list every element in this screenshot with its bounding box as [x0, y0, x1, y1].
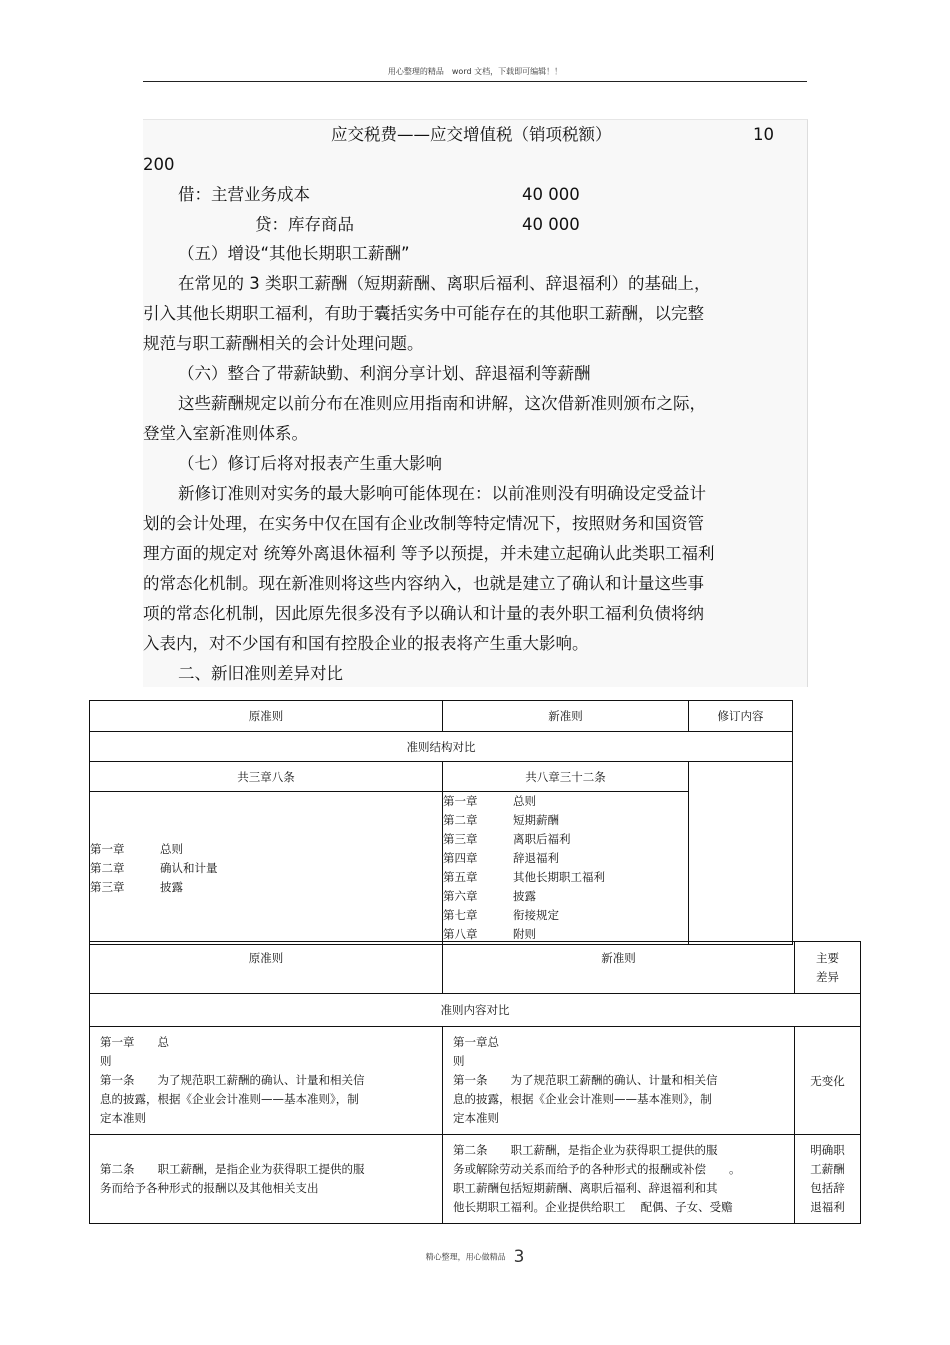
new-chapter-list: [443, 792, 689, 945]
new-chapter-item: 第三章 离职后福利: [443, 832, 571, 846]
row2-new: [443, 1135, 795, 1224]
row1-new-line: 息的披露，根据《企业会计准则——基本准则》，制: [453, 1092, 712, 1106]
header-rule: [143, 81, 807, 82]
journal-credit-amount: 40 000: [522, 215, 580, 234]
col-header-old: 原准则: [90, 701, 443, 732]
row2-diff: [795, 1135, 861, 1224]
row1-old-line: 息的披露，根据《企业会计准则——基本准则》，制: [100, 1092, 359, 1106]
structure-comparison-table: [89, 700, 793, 945]
para-7-line-6: 入表内，对不少国有和国有控股企业的报表将产生重大影响。: [143, 634, 589, 653]
new-chapter-item: 第六章 披露: [443, 889, 536, 903]
content-comparison-table: [89, 941, 861, 1224]
para-5-line-2: 引入其他长期职工福利，有助于囊括实务中可能存在的其他职工薪酬，以完整: [143, 304, 704, 323]
section-2-heading: 二、新旧准则差异对比: [178, 664, 343, 683]
section-row-content: 准则内容对比: [90, 994, 861, 1027]
row1-new-line: 则: [453, 1054, 465, 1068]
heading-5: （五）增设“其他长期职工薪酬”: [178, 244, 410, 263]
new-summary: 共八章三十二条: [443, 762, 689, 792]
section-row-structure: 准则结构对比: [90, 732, 793, 762]
para-5-line-3: 规范与职工薪酬相关的会计处理问题。: [143, 334, 424, 353]
revision-cell: [689, 762, 793, 945]
heading-6: （六）整合了带薪缺勤、利润分享计划、辞退福利等薪酬: [178, 364, 591, 383]
journal-debit-amount: 40 000: [522, 185, 580, 204]
journal-line-1-amount: 10: [753, 125, 774, 144]
row1-new-line: 定本准则: [453, 1111, 499, 1125]
para-7-line-5: 项的常态化机制，因此原先很多没有予以确认和计量的表外职工福利负债将纳: [143, 604, 704, 623]
row2-diff-line: 明确职: [810, 1143, 845, 1157]
row2-old-line: 第二条 职工薪酬，是指企业为获得职工提供的服: [100, 1162, 365, 1176]
new-chapter-item: 第七章 衔接规定: [443, 908, 559, 922]
para-7-line-1: 新修订准则对实务的最大影响可能体现在：以前准则没有明确设定受益计: [178, 484, 706, 503]
row1-old-line: 第一章 总: [100, 1035, 169, 1049]
row2-diff-line: 包括辞: [810, 1181, 845, 1195]
row1-new-line: 第一条 为了规范职工薪酬的确认、计量和相关信: [453, 1073, 718, 1087]
row1-old-line: 定本准则: [100, 1111, 146, 1125]
row2-old-line: 务而给予各种形式的报酬以及其他相关支出: [100, 1181, 319, 1195]
new-chapter-item: 第四章 辞退福利: [443, 851, 559, 865]
journal-line-1: 应交税费——应交增值税（销项税额）: [331, 125, 612, 144]
new-chapter-item: 第一章 总则: [443, 794, 536, 808]
new-chapter-item: 第八章 附则: [443, 927, 536, 941]
row1-old-line: 则: [100, 1054, 112, 1068]
row2-new-line: 职工薪酬包括短期薪酬、离职后福利、辞退福利和其: [453, 1181, 718, 1195]
old-chapter-item: 第二章 确认和计量: [90, 860, 218, 875]
para-7-line-3: 理方面的规定对 统筹外离退休福利 等予以预提，并未建立起确认此类职工福利: [143, 544, 715, 563]
old-chapter-list: [90, 792, 443, 945]
old-chapter-item: 第三章 披露: [90, 879, 183, 894]
col-header-diff: [795, 942, 861, 994]
row1-old-line: 第一条 为了规范职工薪酬的确认、计量和相关信: [100, 1073, 365, 1087]
para-7-line-2: 划的会计处理，在实务中仅在国有企业改制等特定情况下，按照财务和国资管: [143, 514, 704, 533]
row2-diff-line: 工薪酬: [810, 1162, 845, 1176]
journal-line-2: 200: [143, 155, 175, 174]
journal-debit-label: 借：主营业务成本: [178, 185, 310, 204]
para-5-line-1: 在常见的 3 类职工薪酬（短期薪酬、离职后福利、辞退福利）的基础上，: [178, 274, 711, 293]
row2-old: [90, 1135, 443, 1224]
new-chapter-item: 第二章 短期薪酬: [443, 813, 559, 827]
row1-new-line: 第一章总: [453, 1035, 499, 1049]
para-6-line-1: 这些薪酬规定以前分布在准则应用指南和讲解，这次借新准则颁布之际，: [178, 394, 706, 413]
row2-new-line: 他长期职工福利。企业提供给职工 配偶、子女、受赡: [453, 1200, 733, 1214]
col-header-new: 新准则: [443, 701, 689, 732]
row2-new-line: 务或解除劳动关系而给予的各种形式的报酬或补偿 。: [453, 1162, 741, 1176]
row2-diff-line: 退福利: [810, 1200, 845, 1214]
row1-new: [443, 1027, 795, 1135]
footer-text: 精心整理，用心做精品: [425, 1252, 506, 1262]
journal-credit-label: 贷：库存商品: [255, 215, 354, 234]
para-6-line-2: 登堂入室新准则体系。: [143, 424, 308, 443]
page-header: 用心整理的精品 word 文档，下载即可编辑！！: [387, 67, 563, 76]
page-number: 3: [513, 1247, 525, 1267]
col-header-diff-line: 差异: [816, 969, 839, 984]
old-chapter-item: 第一章 总则: [90, 841, 183, 856]
old-summary: 共三章八条: [90, 762, 443, 792]
row2-new-line: 第二条 职工薪酬，是指企业为获得职工提供的服: [453, 1143, 718, 1157]
col-header-revision: 修订内容: [689, 701, 793, 732]
row1-diff: 无变化: [795, 1027, 861, 1135]
col-header-new-2: 新准则: [443, 942, 795, 994]
col-header-diff-line: 主要: [816, 950, 839, 965]
page-footer: [0, 1247, 950, 1267]
row1-old: [90, 1027, 443, 1135]
new-chapter-item: 第五章 其他长期职工福利: [443, 870, 605, 884]
col-header-old-2: 原准则: [90, 942, 443, 994]
heading-7: （七）修订后将对报表产生重大影响: [178, 454, 442, 473]
para-7-line-4: 的常态化机制。现在新准则将这些内容纳入，也就是建立了确认和计量这些事: [143, 574, 704, 593]
